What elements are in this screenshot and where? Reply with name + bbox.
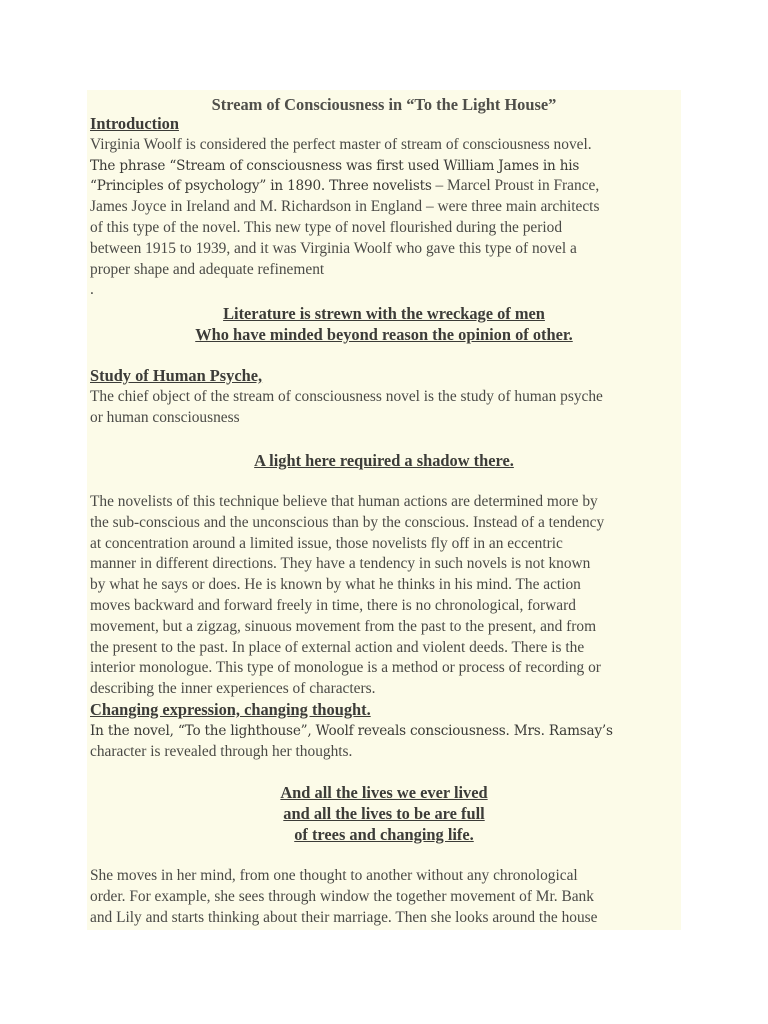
psyche-heading: Study of Human Psyche,: [90, 366, 263, 385]
psyche-line: or human consciousness: [90, 408, 240, 426]
technique-paragraph: [90, 492, 684, 700]
introduction-section: [90, 114, 684, 301]
final-paragraph: [90, 866, 684, 928]
quote-light: [87, 451, 681, 472]
changing-heading: Changing expression, changing thought.: [90, 700, 371, 719]
intro-line-part: “Principles of psychology” in 1890. Three novelists: [90, 178, 432, 195]
intro-line: of this type of the novel. This new type of novel flourished during the period: [90, 218, 563, 236]
paragraph-line: the sub-conscious and the unconscious than by the conscious. Instead of a tendency: [90, 513, 605, 531]
paragraph-line: manner in different directions. They have a tendency in such novels is not known: [90, 555, 591, 573]
quote-line: and all the lives to be are full: [283, 803, 485, 823]
introduction-heading: Introduction: [90, 114, 179, 133]
paragraph-line: The novelists of this technique believe that human actions are determined more by: [90, 493, 598, 510]
paragraph-line: interior monologue. This type of monologue is a method or process of recording or: [90, 659, 601, 677]
quote-line: A light here required a shadow there.: [254, 451, 514, 470]
quote-line: And all the lives we ever lived: [280, 783, 488, 802]
quote-lives: [87, 783, 681, 845]
quote-line: Literature is strewn with the wreckage of men: [223, 304, 545, 323]
paragraph-line: moves backward and forward freely in time, there is no chronological, forward: [90, 596, 576, 614]
paragraph-line: She moves in her mind, from one thought to another without any chronological: [90, 867, 578, 884]
intro-line: Virginia Woolf is considered the perfect master of stream of consciousness novel.: [90, 135, 592, 153]
quote-literature: [87, 304, 681, 346]
intro-line: [90, 176, 684, 197]
paragraph-line: the present to the past. In place of external action and violent deeds. There is the: [90, 638, 585, 656]
intro-line: .: [90, 281, 94, 299]
changing-section: [90, 700, 684, 762]
paragraph-line: movement, but a zigzag, sinuous movement from the past to the present, and from: [90, 617, 597, 635]
intro-line: James Joyce in Ireland and M. Richardson in England – were three main architects: [90, 198, 600, 216]
intro-line: proper shape and adequate refinement: [90, 260, 325, 278]
quote-line: of trees and changing life.: [294, 824, 474, 844]
intro-line: between 1915 to 1939, and it was Virginia Woolf who gave this type of novel a: [90, 239, 577, 257]
paragraph-line: at concentration around a limited issue, those novelists fly off in an eccentric: [90, 534, 563, 552]
psyche-section: [90, 366, 684, 428]
paragraph-line: describing the inner experiences of characters.: [90, 680, 376, 698]
changing-line: In the novel, “To the lighthouse”, Woolf reveals consciousness. Mrs. Ramsay’s: [90, 722, 613, 739]
paragraph-line: and Lily and starts thinking about their marriage. Then she looks around the house: [90, 908, 598, 926]
document-page: [87, 90, 681, 930]
quote-line: Who have minded beyond reason the opinion of other.: [195, 324, 573, 344]
psyche-line: The chief object of the stream of consciousness novel is the study of human psyche: [90, 387, 603, 405]
paragraph-line: by what he says or does. He is known by what he thinks in his mind. The action: [90, 576, 581, 594]
paragraph-line: order. For example, she sees through window the together movement of Mr. Bank: [90, 887, 594, 905]
intro-line-part: – Marcel Proust in France,: [431, 177, 600, 195]
changing-line: character is revealed through her thoughts.: [90, 742, 353, 760]
page-title: Stream of Consciousness in “To the Light House”: [211, 95, 557, 114]
intro-line: The phrase “Stream of consciousness was first used William James in his: [90, 157, 580, 174]
